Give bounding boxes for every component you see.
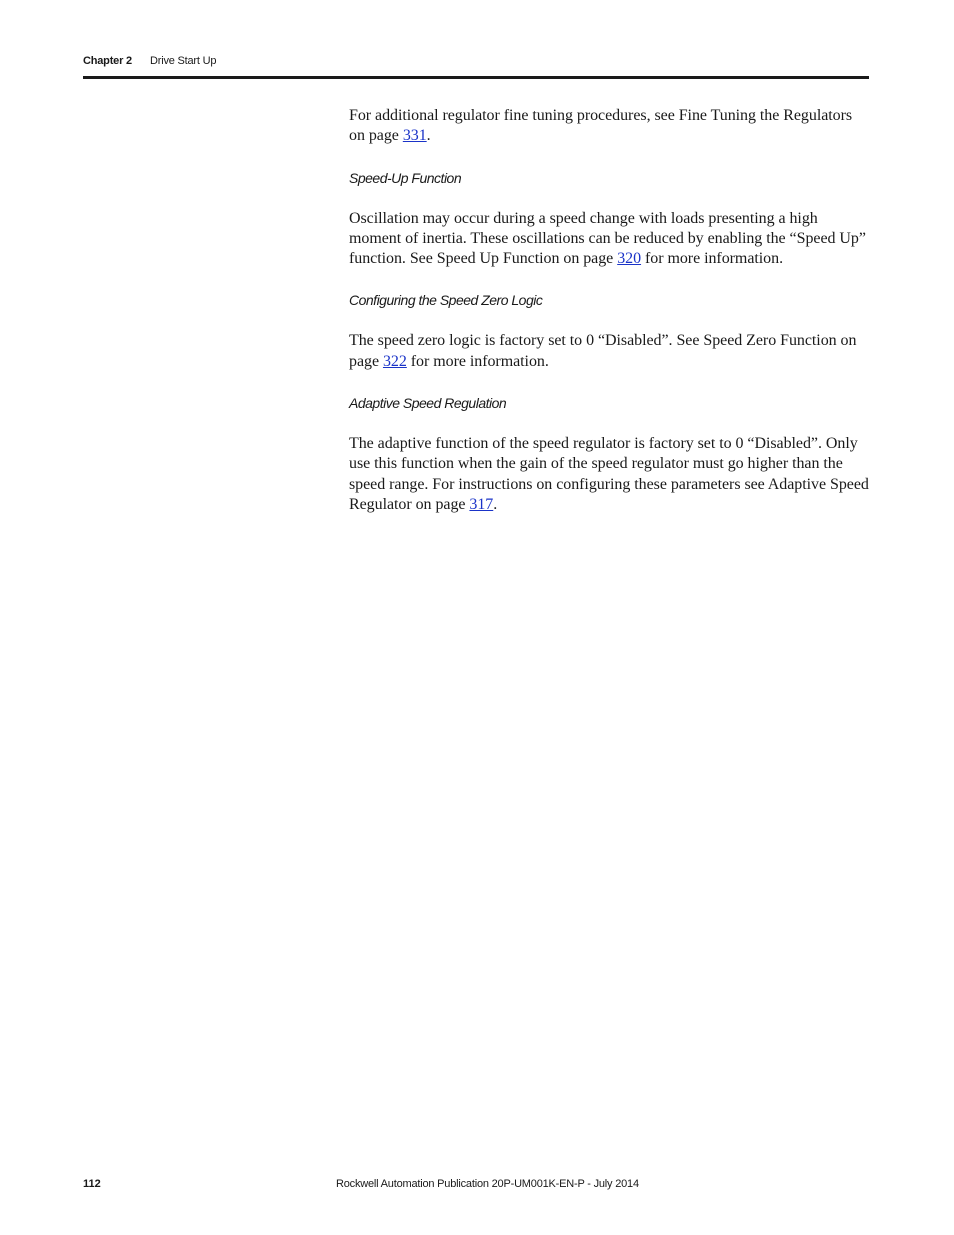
subheading-speed-up-function: Speed-Up Function (349, 169, 462, 186)
page-link-320[interactable]: 320 (617, 250, 642, 268)
paragraph-text: for more information. (406, 352, 549, 370)
paragraph-text: The adaptive function of the speed regulator is factory set to 0 “Disabled”. Only use this function when the gain of the speed regulator must go higher than the speed range. For instructions on configuring these parameters see Adaptive Speed Regulator on page (349, 435, 869, 513)
subheading-speed-zero-logic: Configuring the Speed Zero Logic (349, 292, 543, 309)
publication-info: Rockwell Automation Publication 20P-UM001K-EN-P - July 2014 (336, 1178, 639, 1190)
paragraph-speed-up (349, 209, 871, 270)
paragraph-fine-tuning (349, 106, 871, 147)
page-link-317[interactable]: 317 (469, 495, 494, 513)
page-link-331[interactable]: 331 (402, 127, 427, 145)
paragraph-text: For additional regulator fine tuning procedures, see Fine Tuning the Regulators on page (349, 107, 853, 145)
page-footer (83, 1176, 869, 1194)
paragraph-adaptive-speed (349, 434, 871, 515)
paragraph-speed-zero (349, 331, 871, 372)
page-header (83, 52, 869, 79)
subheading-adaptive-speed-regulation: Adaptive Speed Regulation (349, 395, 507, 412)
page-number: 112 (83, 1178, 101, 1190)
main-content (349, 106, 871, 515)
section-title: Drive Start Up (150, 55, 217, 67)
paragraph-text: for more information. (641, 250, 784, 268)
paragraph-text: . (493, 495, 498, 513)
paragraph-text: The speed zero logic is factory set to 0 “Disabled”. See Speed Zero Function on page (349, 332, 857, 370)
paragraph-text: Oscillation may occur during a speed change with loads presenting a high moment of inertia. These oscillations can be reduced by enabling the “Speed Up” function. See Speed Up Function on page (349, 209, 866, 268)
chapter-label: Chapter 2 (83, 55, 132, 67)
page-link-322[interactable]: 322 (382, 352, 407, 370)
paragraph-text: . (426, 127, 431, 145)
